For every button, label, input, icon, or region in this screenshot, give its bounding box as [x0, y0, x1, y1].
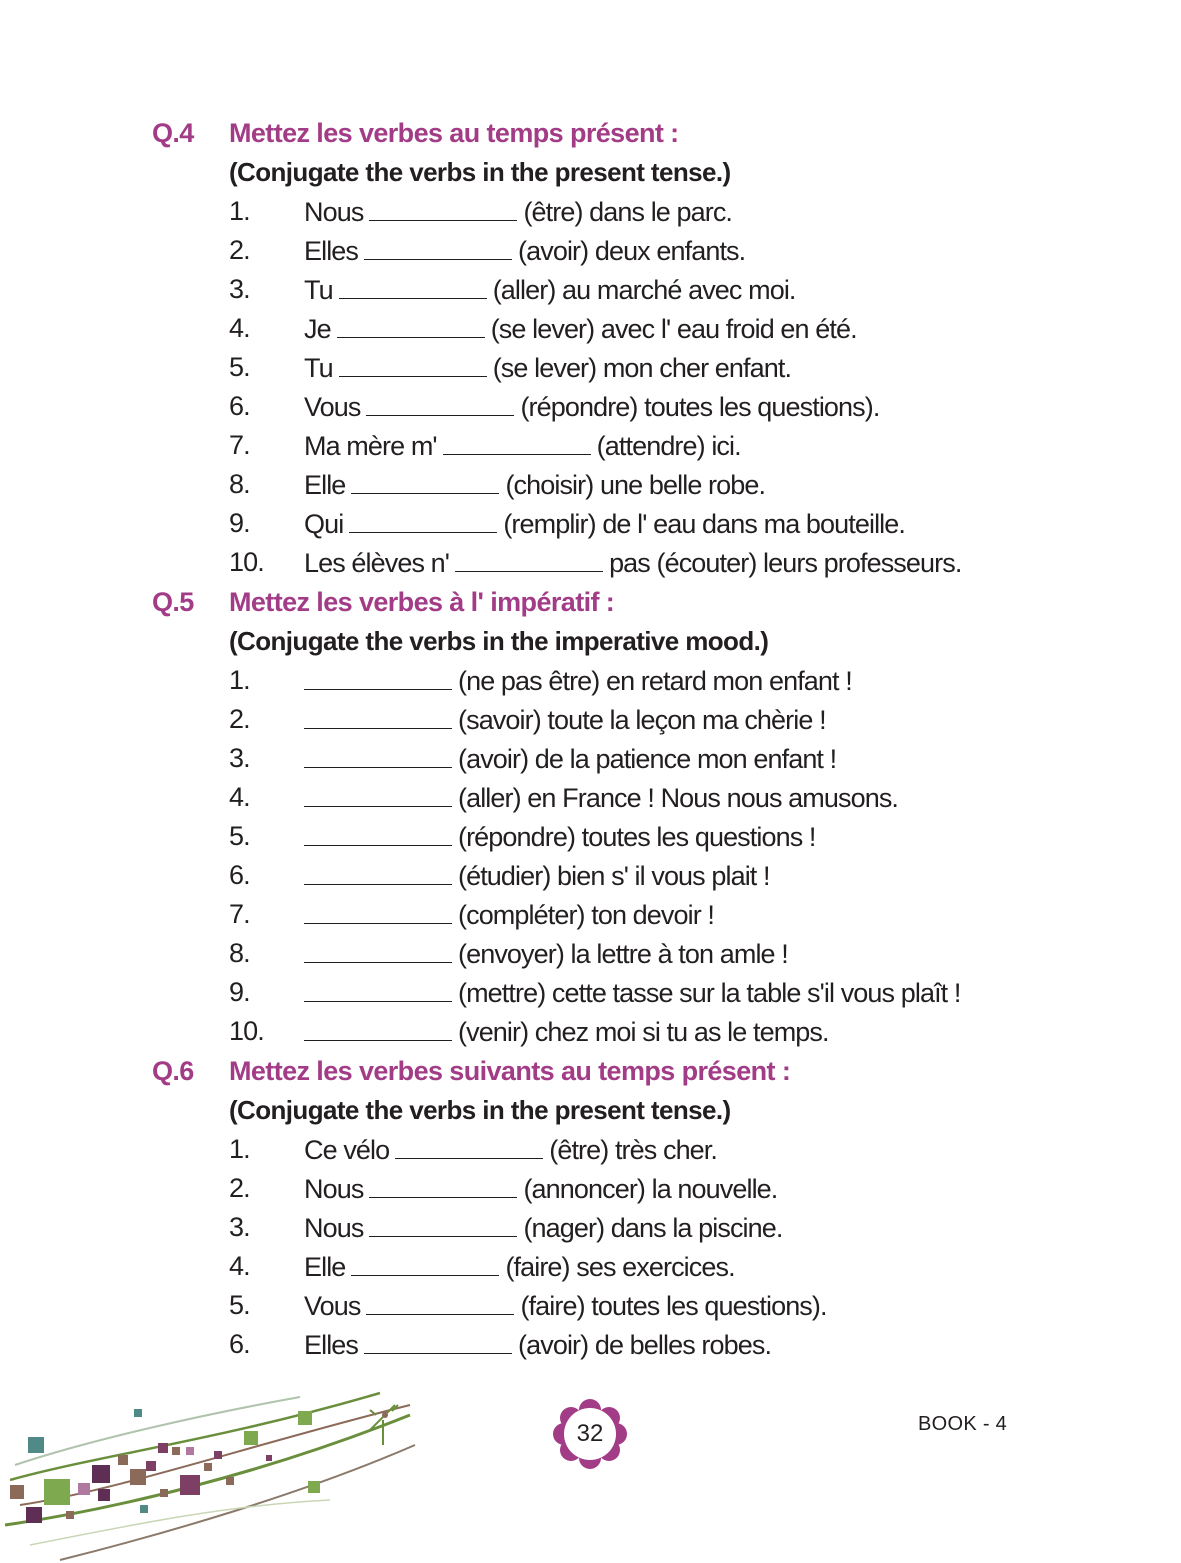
item-sentence: [304, 1247, 735, 1287]
answer-blank[interactable]: [304, 739, 452, 768]
sentence-rest: (aller) au marché avec moi.: [492, 275, 796, 305]
sentence-rest: (avoir) de la patience mon enfant !: [458, 744, 837, 774]
sentence-rest: (se lever) avec l' eau froid en été.: [490, 314, 857, 344]
item-sentence: [304, 543, 961, 583]
answer-blank[interactable]: [364, 231, 512, 260]
sentence-subject: Elles: [304, 1330, 359, 1360]
sentence-rest: (nager) dans la piscine.: [523, 1213, 783, 1243]
exercise-row: [0, 387, 1181, 426]
exercise-row: [0, 817, 1181, 856]
item-number: 1.: [229, 1134, 250, 1164]
exercise-row: [0, 1208, 1181, 1247]
answer-blank[interactable]: [304, 895, 452, 924]
sentence-subject: Ma mère m': [304, 431, 437, 461]
question-6-heading: [152, 1052, 790, 1091]
sentence-subject: Vous: [304, 1291, 361, 1321]
sentence-subject: Nous: [304, 197, 364, 227]
sentence-rest: (attendre) ici.: [596, 431, 741, 461]
answer-blank[interactable]: [339, 348, 487, 377]
item-sentence: [304, 895, 714, 935]
item-sentence: [304, 661, 852, 701]
question-4-subtitle: (Conjugate the verbs in the present tense.): [229, 157, 731, 187]
item-number: 6.: [229, 391, 250, 421]
item-sentence: [304, 309, 857, 349]
item-sentence: [304, 348, 791, 388]
item-sentence: [304, 192, 732, 232]
sentence-rest: (répondre) toutes les questions).: [520, 392, 880, 422]
answer-blank[interactable]: [366, 387, 514, 416]
exercise-row: [0, 895, 1181, 934]
item-number: 1.: [229, 665, 250, 695]
item-sentence: [304, 934, 788, 974]
answer-blank[interactable]: [395, 1130, 543, 1159]
item-sentence: [304, 426, 741, 466]
question-number: Q.6: [152, 1056, 194, 1086]
sentence-rest: pas (écouter) leurs professeurs.: [609, 548, 962, 578]
item-number: 1.: [229, 196, 250, 226]
answer-blank[interactable]: [304, 661, 452, 690]
item-number: 10.: [229, 547, 264, 577]
item-sentence: [304, 231, 745, 271]
question-title: Mettez les verbes suivants au temps présent :: [229, 1056, 791, 1086]
item-sentence: [304, 504, 905, 544]
exercise-row: [0, 348, 1181, 387]
sentence-rest: (remplir) de l' eau dans ma bouteille.: [503, 509, 905, 539]
item-number: 3.: [229, 274, 250, 304]
answer-blank[interactable]: [304, 817, 452, 846]
answer-blank[interactable]: [304, 856, 452, 885]
sentence-rest: (avoir) deux enfants.: [518, 236, 746, 266]
item-sentence: [304, 973, 960, 1013]
item-sentence: [304, 465, 765, 505]
exercise-row: [0, 1247, 1181, 1286]
item-sentence: [304, 1208, 783, 1248]
item-number: 4.: [229, 313, 250, 343]
item-sentence: [304, 1325, 771, 1365]
item-number: 9.: [229, 508, 250, 538]
item-number: 2.: [229, 235, 250, 265]
exercise-row: [0, 739, 1181, 778]
sentence-rest: (être) dans le parc.: [523, 197, 733, 227]
exercise-row: [0, 543, 1181, 582]
item-number: 3.: [229, 743, 250, 773]
item-number: 6.: [229, 860, 250, 890]
question-4-heading: [152, 114, 679, 153]
sentence-rest: (faire) ses exercices.: [505, 1252, 735, 1282]
question-title: Mettez les verbes au temps présent :: [229, 118, 679, 148]
item-sentence: [304, 1012, 829, 1052]
item-number: 2.: [229, 704, 250, 734]
answer-blank[interactable]: [351, 465, 499, 494]
item-sentence: [304, 387, 879, 427]
exercise-row: [0, 504, 1181, 543]
exercise-row: [0, 1130, 1181, 1169]
sentence-subject: Tu: [304, 275, 333, 305]
question-number: Q.4: [152, 118, 194, 148]
exercise-row: [0, 231, 1181, 270]
sentence-subject: Elle: [304, 470, 346, 500]
item-number: 8.: [229, 938, 250, 968]
item-number: 4.: [229, 1251, 250, 1281]
sentence-rest: (compléter) ton devoir !: [458, 900, 715, 930]
sentence-rest: (annoncer) la nouvelle.: [523, 1174, 778, 1204]
item-number: 9.: [229, 977, 250, 1007]
answer-blank[interactable]: [364, 1325, 512, 1354]
item-sentence: [304, 739, 836, 779]
sentence-subject: Ce vélo: [304, 1135, 390, 1165]
sentence-rest: (étudier) bien s' il vous plait !: [458, 861, 770, 891]
exercise-row: [0, 270, 1181, 309]
exercise-row: [0, 1169, 1181, 1208]
question-title: Mettez les verbes à l' impératif :: [229, 587, 615, 617]
item-sentence: [304, 1286, 827, 1326]
item-sentence: [304, 270, 796, 310]
item-number: 10.: [229, 1016, 264, 1046]
item-sentence: [304, 1169, 777, 1209]
answer-blank[interactable]: [443, 426, 591, 455]
sentence-rest: (avoir) de belles robes.: [518, 1330, 772, 1360]
exercise-row: [0, 465, 1181, 504]
answer-blank[interactable]: [304, 778, 452, 807]
exercise-row: [0, 856, 1181, 895]
answer-blank[interactable]: [455, 543, 603, 572]
sentence-subject: Elles: [304, 236, 359, 266]
item-number: 7.: [229, 899, 250, 929]
sentence-subject: Nous: [304, 1174, 364, 1204]
item-number: 8.: [229, 469, 250, 499]
answer-blank[interactable]: [304, 934, 452, 963]
exercise-row: [0, 192, 1181, 231]
exercise-row: [0, 973, 1181, 1012]
question-number: Q.5: [152, 587, 194, 617]
sentence-rest: (répondre) toutes les questions !: [458, 822, 816, 852]
exercise-row: [0, 1286, 1181, 1325]
book-label: BOOK - 4: [918, 1413, 1008, 1435]
answer-blank[interactable]: [369, 192, 517, 221]
item-sentence: [304, 856, 770, 896]
sentence-rest: (mettre) cette tasse sur la table s'il vous plaît !: [458, 978, 961, 1008]
answer-blank[interactable]: [304, 700, 452, 729]
exercise-row: [0, 778, 1181, 817]
sentence-rest: (faire) toutes les questions).: [520, 1291, 827, 1321]
sentence-rest: (être) très cher.: [549, 1135, 718, 1165]
item-sentence: [304, 1130, 717, 1170]
exercise-row: [0, 309, 1181, 348]
item-sentence: [304, 778, 898, 818]
sentence-subject: Tu: [304, 353, 333, 383]
sentence-rest: (ne pas être) en retard mon enfant !: [458, 666, 852, 696]
sentence-rest: (se lever) mon cher enfant.: [492, 353, 792, 383]
answer-blank[interactable]: [304, 973, 452, 1002]
sentence-rest: (aller) en France ! Nous nous amusons.: [458, 783, 899, 813]
item-number: 4.: [229, 782, 250, 812]
exercise-row: [0, 1012, 1181, 1051]
page-number: 32: [576, 1420, 604, 1447]
answer-blank[interactable]: [369, 1208, 517, 1237]
item-number: 5.: [229, 352, 250, 382]
exercise-row: [0, 426, 1181, 465]
answer-blank[interactable]: [304, 1012, 452, 1041]
sentence-subject: Vous: [304, 392, 361, 422]
item-number: 6.: [229, 1329, 250, 1359]
exercise-row: [0, 934, 1181, 973]
question-6-subtitle: (Conjugate the verbs in the present tense.): [229, 1095, 731, 1125]
answer-blank[interactable]: [339, 270, 487, 299]
item-number: 7.: [229, 430, 250, 460]
sentence-subject: Nous: [304, 1213, 364, 1243]
item-number: 5.: [229, 821, 250, 851]
sentence-subject: Les élèves n': [304, 548, 450, 578]
item-number: 5.: [229, 1290, 250, 1320]
sentence-subject: Elle: [304, 1252, 346, 1282]
answer-blank[interactable]: [337, 309, 485, 338]
sentence-subject: Qui: [304, 509, 344, 539]
exercise-row: [0, 661, 1181, 700]
sentence-subject: Je: [304, 314, 331, 344]
answer-blank[interactable]: [351, 1247, 499, 1276]
question-5-heading: [152, 583, 614, 622]
item-sentence: [304, 700, 826, 740]
decorative-swirl-graphic: [0, 1385, 430, 1563]
sentence-rest: (venir) chez moi si tu as le temps.: [458, 1017, 829, 1047]
item-sentence: [304, 817, 816, 857]
exercise-row: [0, 700, 1181, 739]
answer-blank[interactable]: [369, 1169, 517, 1198]
answer-blank[interactable]: [366, 1286, 514, 1315]
answer-blank[interactable]: [349, 504, 497, 533]
question-5-subtitle: (Conjugate the verbs in the imperative mood.): [229, 626, 769, 656]
sentence-rest: (choisir) une belle robe.: [505, 470, 766, 500]
exercise-row: [0, 1325, 1181, 1364]
item-number: 2.: [229, 1173, 250, 1203]
sentence-rest: (envoyer) la lettre à ton amle !: [458, 939, 788, 969]
item-number: 3.: [229, 1212, 250, 1242]
sentence-rest: (savoir) toute la leçon ma chèrie !: [458, 705, 826, 735]
